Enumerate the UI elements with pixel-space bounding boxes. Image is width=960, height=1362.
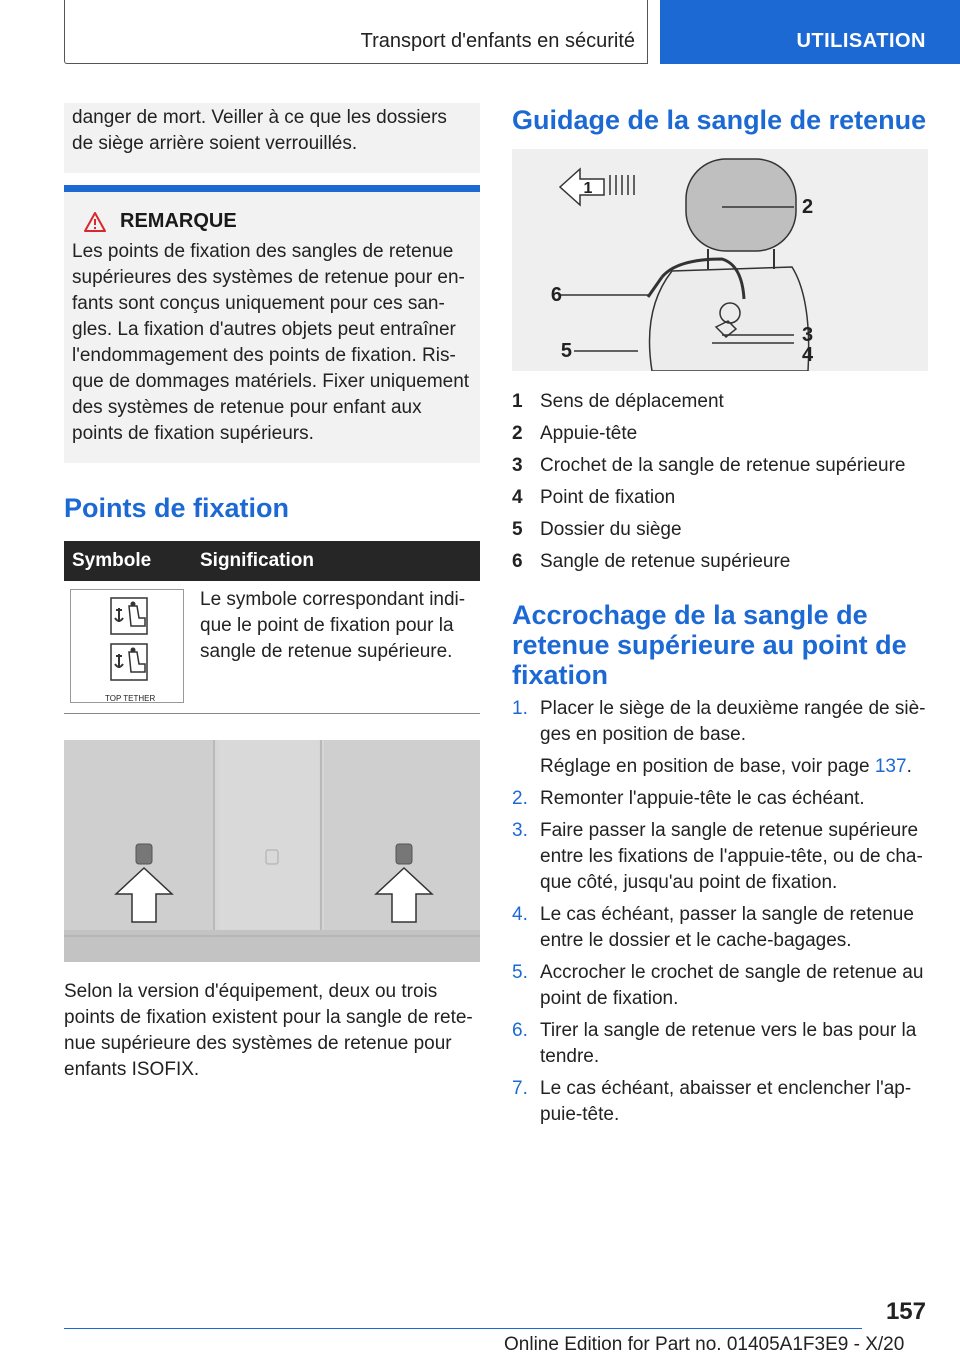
left-column	[64, 103, 480, 1083]
legend-item	[512, 386, 928, 418]
diagram-label-6: 6	[550, 284, 562, 306]
diagram-label-2: 2	[802, 196, 814, 218]
warning-continuation: danger de mort. Veiller à ce que les dossiers de siège arrière soient verrouillés.	[64, 103, 480, 173]
heading-points-de-fixation: Points de fixation	[64, 493, 290, 523]
step-text: Faire passer la sangle de retenue supérieure entre les fixations de l'appuie-tête, ou de cha- que côté, jusqu'au point de fixation.	[540, 820, 923, 893]
step-item	[512, 960, 928, 1012]
table-header-symbol: Symbole	[64, 541, 192, 581]
step-item	[512, 1076, 928, 1128]
step-body	[540, 786, 865, 812]
legend-number: 3	[512, 455, 523, 476]
right-column	[512, 103, 928, 1134]
notice-box	[64, 185, 480, 463]
steps-list	[512, 696, 928, 1128]
symbol-cell	[64, 581, 192, 714]
legend-item	[512, 546, 928, 578]
step-number: 6.	[512, 1020, 528, 1041]
symbol-table	[64, 541, 480, 714]
legend-item	[512, 514, 928, 546]
table-row	[64, 581, 480, 714]
legend-number: 2	[512, 423, 523, 444]
symbol-box	[70, 589, 184, 703]
legend-number: 6	[512, 551, 523, 572]
headrest-strap-diagram	[512, 149, 928, 371]
step-number: 2.	[512, 788, 528, 809]
step-text: Remonter l'appuie-tête le cas échéant.	[540, 788, 865, 809]
page-number: 157	[885, 1298, 926, 1325]
step-number: 4.	[512, 904, 528, 925]
seat-back-anchors-photo	[64, 740, 480, 962]
step-body	[540, 818, 928, 896]
step-number: 7.	[512, 1078, 528, 1099]
step-item	[512, 786, 928, 812]
top-tether-label: TOP TETHER	[105, 694, 156, 703]
cross-reference-suffix: .	[906, 756, 912, 777]
anchors-description: Selon la version d'équipement, deux ou trois points de fixation existent pour la sangle de rete- nue supérieure des systèmes de retenue pour enfants ISOFIX.	[64, 981, 473, 1080]
step-number: 5.	[512, 962, 528, 983]
heading-accrochage: Accrochage de la sangle de retenue supérieure au point de fixation	[512, 600, 907, 690]
legend-text: Dossier du siège	[540, 519, 682, 540]
warning-triangle-icon	[84, 212, 106, 232]
diagram-label-3: 3	[802, 324, 814, 346]
step-body	[540, 1018, 928, 1070]
notice-header	[72, 210, 472, 233]
step-body	[540, 960, 928, 1012]
page-link[interactable]: 137	[874, 756, 907, 777]
footer-rule	[64, 1328, 862, 1329]
step-body	[540, 902, 928, 954]
step-text: Accrocher le crochet de sangle de retenue au point de fixation.	[540, 962, 924, 1009]
legend-text: Appuie-tête	[540, 423, 638, 444]
table-header-meaning: Signification	[192, 541, 480, 581]
legend-item	[512, 450, 928, 482]
meaning-cell: Le symbole correspondant indi- que le point de fixation pour la sangle de retenue supérieure.	[200, 589, 466, 662]
step-text: Placer le siège de la deuxième rangée de siè- ges en position de base.	[540, 698, 926, 745]
diagram-label-1: 1	[583, 180, 593, 197]
cross-reference-text: Réglage en position de base, voir page	[540, 756, 875, 777]
chapter-title: Transport d'enfants en sécurité	[360, 30, 635, 52]
step-cross-reference	[540, 754, 928, 780]
section-title: UTILISATION	[796, 30, 926, 52]
step-body	[540, 696, 928, 780]
step-number: 1.	[512, 698, 528, 719]
legend-item	[512, 418, 928, 450]
step-item	[512, 696, 928, 780]
notice-title: REMARQUE	[120, 210, 237, 232]
diagram-label-4: 4	[802, 344, 814, 366]
step-item	[512, 818, 928, 896]
notice-text: Les points de fixation des sangles de retenue supérieures des systèmes de retenue pour en- fants sont conçus uniquement pour ces san- gles. La fixation d'autres objets peut entraîner l'endommagement des points de fixation. Ris- que de dommages matériels. Fixer uniquement des systèmes de retenue pour enfant aux points de fixation supérieurs.	[72, 241, 470, 444]
step-body	[540, 1076, 928, 1128]
legend-item	[512, 482, 928, 514]
header-section-tab	[660, 0, 960, 64]
legend-text: Point de fixation	[540, 487, 676, 508]
legend-text: Sens de déplacement	[540, 391, 724, 412]
step-text: Le cas échéant, abaisser et enclencher l'ap- puie-tête.	[540, 1078, 912, 1125]
legend-number: 1	[512, 391, 523, 412]
legend-number: 5	[512, 519, 523, 540]
edition-info: Online Edition for Part no. 01405A1F3E9 - X/20	[504, 1334, 905, 1355]
diagram-legend	[512, 386, 928, 578]
step-number: 3.	[512, 820, 528, 841]
legend-number: 4	[512, 487, 523, 508]
step-item	[512, 1018, 928, 1070]
diagram-label-5: 5	[560, 340, 572, 362]
header-chapter-box	[64, 0, 648, 64]
legend-text: Crochet de la sangle de retenue supérieure	[540, 455, 906, 476]
heading-guidage: Guidage de la sangle de retenue	[512, 105, 927, 135]
legend-text: Sangle de retenue supérieure	[540, 551, 791, 572]
step-text: Tirer la sangle de retenue vers le bas pour la tendre.	[540, 1020, 917, 1067]
step-text: Le cas échéant, passer la sangle de retenue entre le dossier et le cache-bagages.	[540, 904, 914, 951]
step-item	[512, 902, 928, 954]
